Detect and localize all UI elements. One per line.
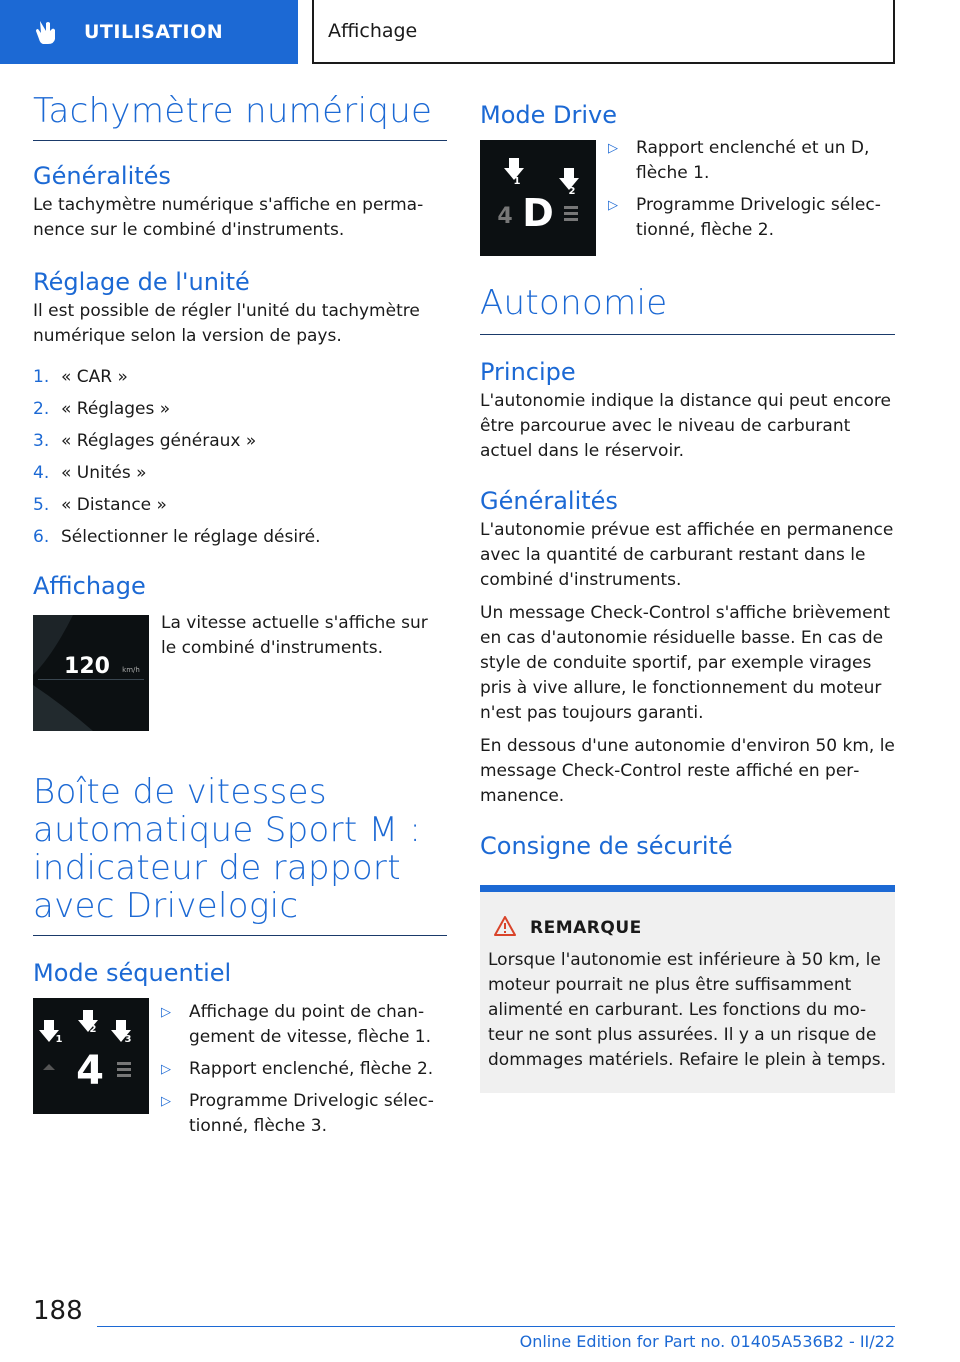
step-text: « Unités »: [61, 463, 147, 483]
list-item: [161, 1000, 447, 1050]
step-text: « Distance »: [61, 495, 167, 515]
drive-heading: Mode Drive: [480, 101, 618, 129]
list-item-text: Programme Drivelogic sélectionné, flèche 2.: [636, 195, 881, 240]
generalites-p2: Un message Check-Control s'affiche brièvement en cas d'autonomie résiduelle basse. En cas de style de conduite sportif, par exemple virages pris à vive allure, le fonctionnement du moteur n'est pas toujours garanti.: [480, 603, 891, 723]
drive-gear-number: 4: [497, 204, 513, 229]
right-column: [480, 92, 895, 1093]
gearbox-title: Boîte de vitesses automatique Sport M : indicateur de rapport avec Drivelogic: [33, 773, 447, 936]
warning-triangle-icon: [494, 916, 516, 940]
triangle-bullet-icon: ▷: [608, 198, 618, 213]
triangle-bullet-icon: ▷: [161, 1005, 171, 1020]
generalites-p1: L'autonomie prévue est affichée en permanence avec la quantité de carburant restant dans le combiné d'instruments.: [480, 520, 894, 590]
triangle-bullet-icon: ▷: [161, 1094, 171, 1109]
generalites-text: Le tachymètre numérique s'affiche en permanence sur le combiné d'instruments.: [33, 195, 424, 240]
step-text: « CAR »: [61, 367, 128, 387]
speed-value: 120: [64, 654, 110, 679]
drive-gear-letter: D: [522, 191, 554, 235]
drive-list: [608, 136, 895, 250]
list-item: [33, 457, 447, 489]
step-number: 6.: [33, 527, 50, 547]
affichage-text: La vitesse actuelle s'affiche sur le combiné d'instruments.: [161, 613, 428, 658]
drive-gear-indicator-image: [480, 140, 596, 256]
list-item: [608, 136, 895, 186]
list-item: [161, 1089, 447, 1139]
arrow-3-label: 3: [124, 1034, 132, 1045]
left-column: [33, 92, 447, 1146]
list-item-text: Programme Drivelogic sélectionné, flèche 3.: [189, 1091, 434, 1136]
edition-info: Online Edition for Part no. 01405A536B2 - II/22: [519, 1332, 895, 1351]
list-item: [161, 1057, 447, 1082]
list-item: [33, 361, 447, 393]
warning-text: Lorsque l'autonomie est inférieure à 50 km, le moteur pourrait ne plus être suffisamment alimenté en carburant. Les fonctions du moteur ne sont plus assurées. Il y a un risque de dommages matériels. Refaire le plein à temps.: [488, 950, 887, 1070]
header-section-tab: [0, 0, 298, 64]
list-item: [33, 425, 447, 457]
speedometer-image: [33, 615, 149, 731]
page-title: Tachymètre numérique: [33, 92, 447, 141]
list-item-text: Rapport enclenché, flèche 2.: [189, 1059, 434, 1079]
sequentiel-heading: Mode séquentiel: [33, 959, 232, 987]
seq-gear-number: 4: [76, 1048, 104, 1094]
triangle-bullet-icon: ▷: [608, 141, 618, 156]
affichage-heading: Affichage: [33, 572, 146, 600]
triangle-bullet-icon: ▷: [161, 1062, 171, 1077]
principe-text: L'autonomie indique la distance qui peut encore être parcourue avec le niveau de carburant actuel dans le réservoir.: [480, 391, 891, 461]
list-item: [33, 521, 447, 553]
arrow-2-label: 2: [89, 1024, 97, 1035]
list-item-text: Rapport enclenché et un D, flèche 1.: [636, 138, 870, 183]
generalites-p3: En dessous d'une autonomie d'environ 50 km, le message Check-Control reste affiché en permanence.: [480, 736, 895, 806]
step-number: 4.: [33, 463, 50, 483]
generalites-heading-right: Généralités: [480, 487, 618, 515]
hand-pointer-icon: [30, 15, 64, 49]
reglage-heading: Réglage de l'unité: [33, 268, 250, 296]
list-item: [33, 489, 447, 521]
step-number: 2.: [33, 399, 50, 419]
sequentiel-list: [161, 1000, 447, 1146]
arrow-2-label: 2: [568, 186, 576, 197]
list-item-text: Affichage du point de changement de vitesse, flèche 1.: [189, 1002, 432, 1047]
sequential-gear-indicator-image: [33, 998, 149, 1114]
page-number: 188: [33, 1296, 83, 1326]
step-number: 3.: [33, 431, 50, 451]
affichage-row: [33, 615, 447, 731]
list-item: [33, 393, 447, 425]
warning-note: [480, 885, 895, 1093]
step-text: « Réglages »: [61, 399, 171, 419]
step-number: 5.: [33, 495, 50, 515]
arrow-1-label: 1: [55, 1034, 63, 1045]
arrow-1-label: 1: [513, 176, 521, 187]
securite-heading: Consigne de sécurité: [480, 832, 733, 860]
principe-heading: Principe: [480, 358, 576, 386]
step-text: « Réglages généraux »: [61, 431, 257, 451]
speed-unit: km/h: [122, 666, 140, 674]
list-item: [608, 193, 895, 243]
reglage-steps: [33, 361, 447, 553]
header-section-title: UTILISATION: [84, 21, 224, 43]
header-chapter: [312, 0, 895, 64]
step-number: 1.: [33, 367, 50, 387]
step-text: Sélectionner le réglage désiré.: [61, 527, 321, 547]
warning-header: [488, 916, 887, 940]
footer-divider: [97, 1326, 895, 1327]
drive-row: [480, 140, 895, 256]
reglage-text: Il est possible de régler l'unité du tachymètre numérique selon la version de pays.: [33, 301, 420, 346]
autonomie-title: Autonomie: [480, 284, 895, 335]
warning-label: REMARQUE: [530, 918, 642, 938]
header-chapter-title: Affichage: [328, 20, 418, 42]
generalites-heading: Généralités: [33, 162, 171, 190]
sequentiel-row: [33, 998, 447, 1146]
